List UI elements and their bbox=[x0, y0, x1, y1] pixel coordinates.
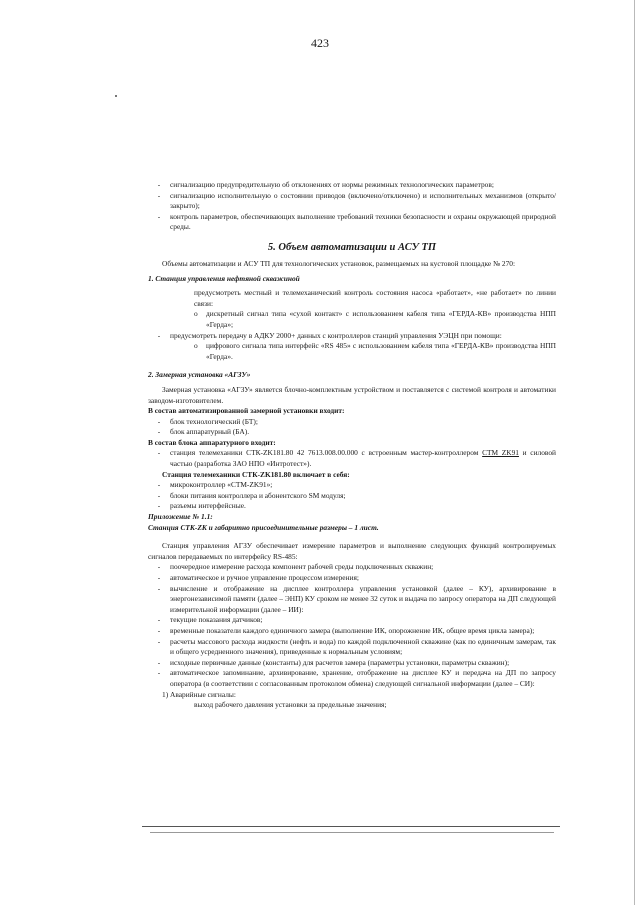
list-item bbox=[148, 491, 556, 502]
list-marker: - bbox=[157, 180, 161, 189]
list-item bbox=[148, 584, 556, 616]
appendix-caption: Станция СТК-ZK и габаритно присоединительные размеры – 1 лист. bbox=[148, 522, 379, 532]
list-marker: - bbox=[157, 490, 161, 500]
list-item bbox=[148, 573, 556, 584]
list-marker: - bbox=[157, 573, 161, 582]
list-item bbox=[148, 331, 556, 342]
subsection-heading-1: 1. Станция управления нефтяной скважиной bbox=[148, 273, 300, 283]
list-item-text: предусмотреть передачу в АДКУ 2000+ данных с контроллеров станций управления УЭЦН при помощи: bbox=[170, 330, 502, 340]
list-item bbox=[148, 180, 556, 191]
paragraph: предусмотреть местный и телемеханический контроль состояния насоса «работает», «не работает» по линии связи: bbox=[194, 288, 556, 308]
list-marker: - bbox=[157, 211, 161, 221]
list-item bbox=[148, 309, 556, 330]
list-item-text: микроконтроллер «СТМ-ZK91»; bbox=[170, 480, 273, 490]
list-item bbox=[148, 668, 556, 689]
list-marker: - bbox=[157, 657, 161, 667]
station-text: станция телемеханики СТК-ZK181.80 42 7613.008.00.000 с встроенным мастер-контроллером bbox=[170, 448, 483, 458]
list-item-text: контроль параметров, обеспечивающих выполнение требований техники безопасности и охраны окружающей природной среды. bbox=[170, 211, 556, 232]
list-item-text: исходные первичные данные (константы) для расчетов замера (параметры установки, параметры скважин); bbox=[170, 657, 510, 667]
list-item bbox=[148, 658, 556, 669]
telemetry-title: Станция телемеханики СТК-ZK181.80 включает в себя: bbox=[162, 469, 350, 479]
list-item-text: разъемы интерфейсные. bbox=[170, 501, 246, 511]
list-item bbox=[148, 626, 556, 637]
list-item bbox=[148, 637, 556, 658]
list-marker: - bbox=[157, 615, 161, 625]
list-item bbox=[148, 480, 556, 491]
list-marker: - bbox=[157, 501, 161, 511]
scan-edge-line bbox=[634, 0, 635, 905]
footer-divider bbox=[150, 832, 554, 833]
list-item bbox=[148, 212, 556, 233]
list-item-text: сигнализацию исполнительную о состоянии приводов (включено/отключено) и исполнительных механизмов (открыто/закрыто); bbox=[170, 190, 556, 211]
list-item-text bbox=[170, 448, 556, 469]
list-item-text: дискретный сигнал типа «сухой контакт» с использованием кабеля типа «ГЕРДА-КВ» производства НПП «Герда»; bbox=[206, 309, 556, 329]
intro-paragraph: Объемы автоматизации и АСУ ТП для технологических установок, размещаемых на кустовой площадке № 270: bbox=[162, 258, 516, 268]
list-marker: - bbox=[157, 583, 161, 593]
list-marker: - bbox=[157, 416, 161, 426]
list-marker: - bbox=[157, 668, 161, 678]
list-marker: - bbox=[157, 190, 161, 200]
footer-divider bbox=[142, 826, 560, 827]
list-item-text: блок аппаратурный (БА). bbox=[170, 427, 250, 437]
list-item-text: текущие показания датчиков; bbox=[170, 615, 263, 625]
list-item bbox=[148, 427, 556, 438]
document-body bbox=[148, 180, 556, 711]
list-item-text: расчеты массового расхода жидкости (нефть и вода) по каждой подключенной скважине (как по единичным замерам, так и общего усредненного значения), приведенные к нормальным условиям; bbox=[170, 636, 556, 657]
list-marker: - bbox=[157, 427, 161, 437]
list-marker: - bbox=[157, 330, 161, 340]
list-item-text: блок технологический (БТ); bbox=[170, 416, 258, 426]
list-marker: - bbox=[157, 448, 161, 458]
list-marker: o bbox=[194, 341, 198, 351]
alarm-item: выход рабочего давления установки за предельные значения; bbox=[194, 700, 387, 710]
list-item-text: автоматическое и ручное управление процессом измерения; bbox=[170, 573, 359, 582]
list-item-text: блоки питания контроллера и абонентского SM модуля; bbox=[170, 490, 346, 500]
list-item-text: цифрового сигнала типа интерфейс «RS 485» с использованием кабеля типа «ГЕРДА-КВ» производства НПП «Герда». bbox=[206, 341, 556, 361]
list-item bbox=[148, 341, 556, 362]
list-item-text: поочередное измерение расхода компонент рабочей среды подключенных скважин; bbox=[170, 562, 434, 572]
list-item bbox=[148, 191, 556, 212]
station-controller-link[interactable]: СТМ ZK91 bbox=[482, 448, 519, 458]
list-item bbox=[148, 417, 556, 428]
list-item-text: вычисление и отображение на дисплее контроллера управления установкой (далее – КУ), архивирование в энергонезависимой памяти (далее – ЭНП) КУ сроком не менее 32 суток и выдача по запросу оператора на ДП следующей измерительной информации (далее – ИИ): bbox=[170, 583, 556, 614]
block-title: В состав блока аппаратурного входит: bbox=[148, 437, 276, 447]
list-item-text: сигнализацию предупредительную об отклонениях от нормы режимных технологических параметров; bbox=[170, 180, 494, 189]
list-marker: - bbox=[157, 636, 161, 646]
paragraph: Станция управления АГЗУ обеспечивает измерение параметров и выполнение следующих функций контролируемых сигналов передаваемых по интерфейсу RS-485: bbox=[148, 541, 556, 561]
list-marker: - bbox=[157, 480, 161, 490]
scan-speck bbox=[115, 95, 117, 97]
composition-title: В состав автоматизированной замерной установки входит: bbox=[148, 406, 345, 416]
list-marker: o bbox=[194, 309, 198, 319]
paragraph: Замерная установка «АГЗУ» является блочно-комплектным устройством и поставляется с системой контроля и автоматики заводом-изготовителем. bbox=[148, 384, 556, 405]
list-item bbox=[148, 448, 556, 469]
alarm-title: 1) Аварийные сигналы: bbox=[162, 689, 236, 699]
list-item bbox=[148, 501, 556, 512]
page-number: 423 bbox=[311, 36, 329, 50]
list-item bbox=[148, 562, 556, 573]
list-item-text: автоматическое запоминание, архивирование, хранение, отображение на дисплее КУ и передача на ДП по запросу оператора (в соответствии с согласованным протоколом обмена) следующей сигнальной информации (далее – СИ): bbox=[170, 668, 556, 688]
list-item-text: временные показатели каждого единичного замера (выполнение ИК, опорожнение ИК, общее время цикла замера); bbox=[170, 625, 535, 635]
list-marker: - bbox=[157, 625, 161, 635]
section-title: 5. Объем автоматизации и АСУ ТП bbox=[267, 241, 437, 253]
list-marker: - bbox=[157, 562, 161, 572]
subsection-heading-2: 2. Замерная установка «АГЗУ» bbox=[148, 370, 251, 380]
appendix-title: Приложение № 1.1: bbox=[148, 512, 213, 522]
list-item bbox=[148, 615, 556, 626]
station-text: и силовой частью (разработка ЗАО НПО «Интротест»). bbox=[170, 448, 556, 469]
